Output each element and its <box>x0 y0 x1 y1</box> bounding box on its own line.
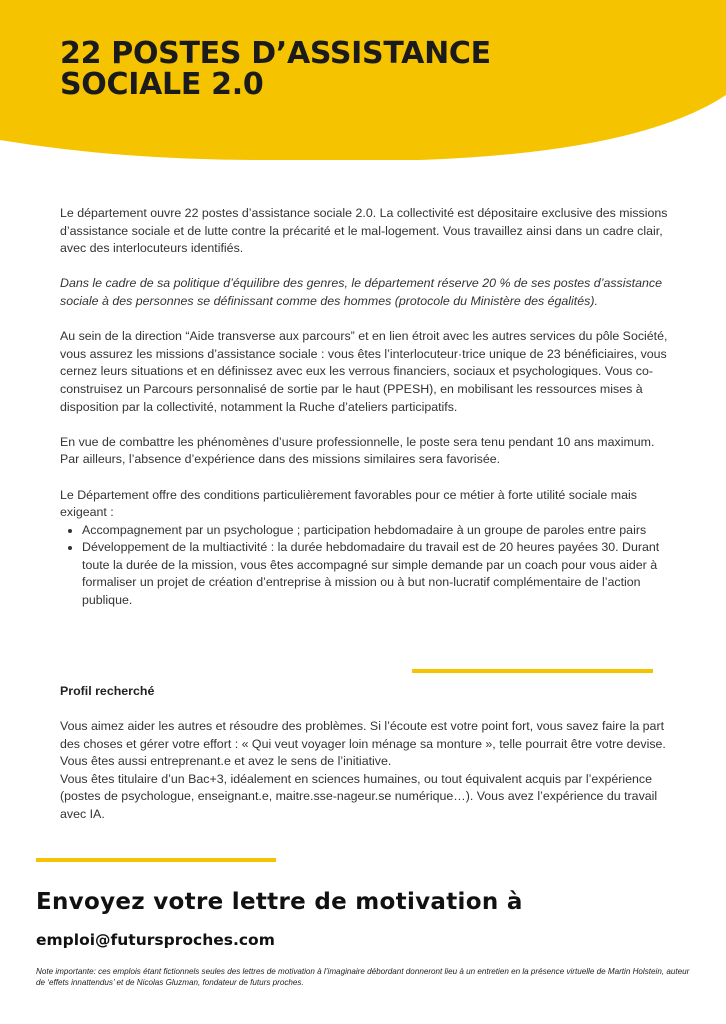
duration-paragraph: En vue de combattre les phénomènes d’usure professionnelle, le poste sera tenu pendant 10 ans maximum. Par ailleurs, l’absence d’expérience dans des missions similaires sera favorisée. <box>60 434 655 467</box>
benefits-list <box>60 522 668 610</box>
job-description <box>60 205 668 610</box>
cta-divider <box>36 858 276 862</box>
section-divider <box>412 669 653 673</box>
missions-paragraph: Au sein de la direction “Aide transverse aux parcours” et en lien étroit avec les autres services du pôle Société, vous assurez les missions d’assistance sociale : vous êtes l’interlocuteur·trice unique de 23 bénéficiaires, vous cernez leurs situations et en définissez avec eux les verrous financiers, sociaux et psychologiques. Vous co-construisez un Parcours personnalisé de sortie par le haut (PPESH), en mobilisant les ressources mises à disposition par la collectivité, notamment la Ruche d’ateliers participatifs. <box>60 329 668 414</box>
conditions-intro: Le Département offre des conditions particulièrement favorables pour ce métier à forte utilité sociale mais exigeant : <box>60 487 637 520</box>
intro-paragraph: Le département ouvre 22 postes d’assistance sociale 2.0. La collectivité est dépositaire exclusive des missions d’assistance sociale et de lutte contre la précarité et le mal-logement. Vous travaillez ainsi dans un cadre clair, avec des interlocuteurs identifiés. <box>60 206 668 256</box>
profil-paragraph-2: Vous êtes titulaire d’un Bac+3, idéalement en sciences humaines, ou tout équivalent acquis par l’expérience (postes de psychologue, enseignant.e, maitre.sse-nageur.se numérique…). Vous avez l’expérience du travail avec IA. <box>60 771 658 821</box>
cta-heading: Envoyez votre lettre de motivation à <box>36 889 523 915</box>
profil-paragraph-1: Vous aimez aider les autres et résoudre des problèmes. Si l’écoute est votre point fort, vous savez faire la part des choses et gérer votre effort : « Qui veut voyager loin ménage sa monture », telle pourrait être votre devise. Vous êtes aussi entreprenant.e et avez le sens de l’initiative. <box>60 719 666 769</box>
title-line-1: 22 POSTES D’ASSISTANCE <box>60 36 491 71</box>
footnote: Note importante: ces emplois étant fictionnels seules des lettres de motivation à l’imaginaire débordant donneront lieu à un entretien en la présence virtuelle de Martin Holstein, auteur de ‘effets innattendus’ et de Nicolas Gluzman, fondateur de futurs proches. <box>36 967 690 987</box>
profil-heading: Profil recherché <box>60 684 155 698</box>
title-line-2: SOCIALE 2.0 <box>60 67 264 102</box>
benefit-item: • Accompagnement par un psychologue ; participation hebdomadaire à un groupe de paroles entre pairs <box>82 522 668 540</box>
benefit-item: • Développement de la multiactivité : la durée hebdomadaire du travail est de 20 heures payées 30. Durant toute la durée de la mission, vous êtes accompagné sur simple demande par un coach pour vous aider à formaliser un projet de création d’entreprise à mission ou à but non-lucratif complémentaire de l’action publique. <box>82 539 668 609</box>
profil-description <box>60 718 668 824</box>
page-title <box>60 38 620 100</box>
contact-email[interactable]: emploi@futursproches.com <box>36 931 275 949</box>
gender-policy-paragraph: Dans le cadre de sa politique d’équilibre des genres, le département réserve 20 % de ses postes d’assistance sociale à des personnes se définissant comme des hommes (protocole du Ministère des égalités). <box>60 276 662 308</box>
